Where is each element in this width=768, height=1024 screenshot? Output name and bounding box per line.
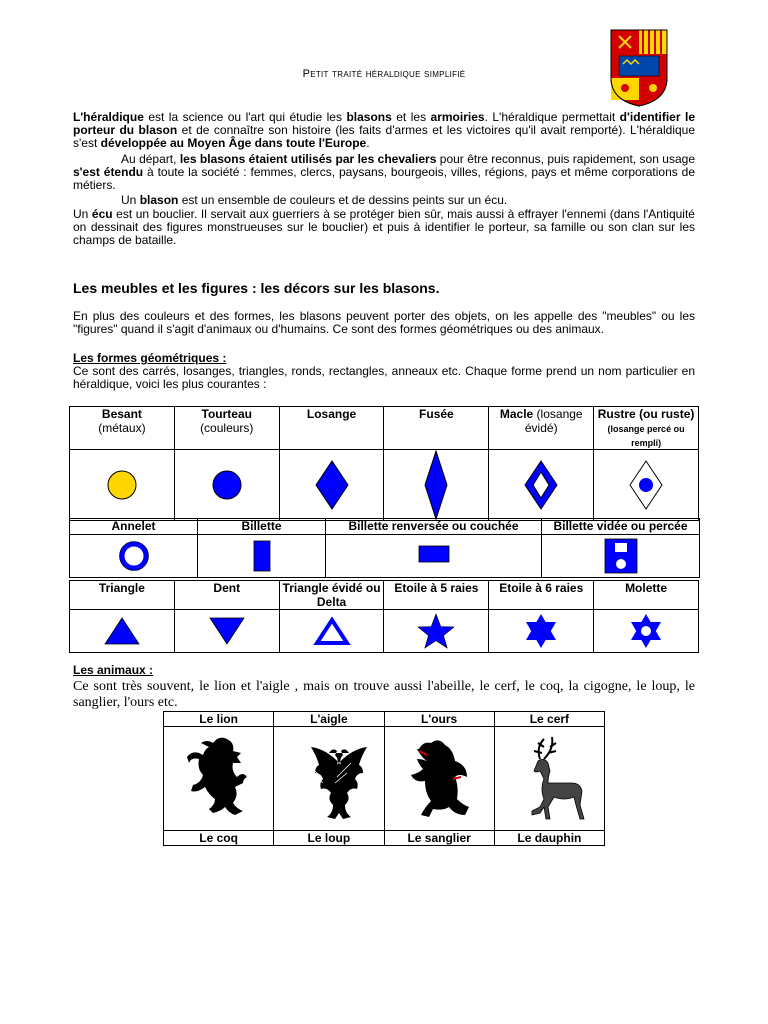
animals-table	[163, 711, 605, 846]
billette-cell	[198, 535, 326, 578]
dent-cell	[174, 610, 279, 653]
fusee-shape	[421, 450, 451, 520]
section-heading: Les meubles et les figures : les décors sur les blasons.	[73, 280, 440, 296]
macle-shape	[521, 459, 561, 511]
triangle-cell	[70, 610, 175, 653]
shape-label-triangle: Triangle	[70, 581, 175, 610]
animal-label-loup: Le loup	[274, 831, 384, 846]
billette-videe-cell	[542, 535, 700, 578]
rustre-cell	[594, 450, 699, 521]
annelet-shape	[117, 539, 151, 573]
animal-label-aigle: L'aigle	[274, 712, 384, 727]
molette-cell	[594, 610, 699, 653]
shape-label-molette: Molette	[594, 581, 699, 610]
coat-of-arms-image	[609, 28, 669, 108]
billette-shape	[252, 539, 272, 573]
animals-heading: Les animaux :	[73, 663, 154, 677]
ours-cell	[384, 727, 494, 831]
star-5-shape	[416, 613, 456, 649]
besant-cell	[70, 450, 175, 521]
shape-label-macle: Macle (losange évidé)	[489, 407, 594, 450]
eagle-image	[287, 733, 371, 825]
molette-shape	[626, 612, 666, 650]
shape-label-delta: Triangle évidé ou Delta	[279, 581, 384, 610]
shape-label-tourteau: Tourteau (couleurs)	[174, 407, 279, 450]
besant-shape	[102, 465, 142, 505]
shape-label-billette: Billette	[198, 519, 326, 535]
shapes-table-row1	[69, 406, 699, 521]
shape-label-fusee: Fusée	[384, 407, 489, 450]
etoile-5-cell	[384, 610, 489, 653]
shape-label-dent: Dent	[174, 581, 279, 610]
document-title: Petit traité héraldique simplifié	[302, 68, 466, 80]
animal-label-ours: L'ours	[384, 712, 494, 727]
intro-paragraph-4: Un écu est un bouclier. Il servait aux guerriers à se protéger bien sûr, mais aussi à effrayer l'ennemi (dans l'Antiquité on dessinait des figures monstrueuses sur le bouclier) et puis à identifier le porteur, sa famille ou son clan sur les champs de bataille.	[73, 207, 695, 247]
cerf-cell	[494, 727, 604, 831]
tourteau-shape	[207, 465, 247, 505]
animal-label-lion: Le lion	[164, 712, 274, 727]
triangle-shape	[102, 615, 142, 647]
shape-label-etoile-5: Etoile à 5 raies	[384, 581, 489, 610]
shapes-table-row3	[69, 580, 699, 653]
shape-label-losange: Losange	[279, 407, 384, 450]
fusee-cell	[384, 450, 489, 521]
shape-label-billette-videe: Billette vidée ou percée	[542, 519, 700, 535]
lion-cell	[164, 727, 274, 831]
shapes-table-row2	[69, 518, 700, 578]
animals-text: Ce sont très souvent, le lion et l'aigle , mais on trouve aussi l'abeille, le cerf, le coq, la cigogne, le loup, le sanglier, l'ours etc.	[73, 679, 695, 710]
lion-image	[179, 733, 259, 825]
animal-label-cerf: Le cerf	[494, 712, 604, 727]
animal-label-sanglier: Le sanglier	[384, 831, 494, 846]
aigle-cell	[274, 727, 384, 831]
billette-couchee-cell	[326, 535, 542, 578]
tourteau-cell	[174, 450, 279, 521]
star-6-shape	[521, 612, 561, 650]
bear-image	[397, 733, 481, 825]
losange-shape	[312, 459, 352, 511]
shape-label-annelet: Annelet	[70, 519, 198, 535]
shape-label-rustre: Rustre (ou ruste) (losange percé ou rempli)	[594, 407, 699, 450]
geometric-shapes-text: Ce sont des carrés, losanges, triangles, ronds, rectangles, anneaux etc. Chaque forme prend un nom particulier en héraldique, voici les plus courantes :	[73, 364, 695, 391]
intro-paragraph-3: Un blason est un ensemble de couleurs et de dessins peints sur un écu.	[121, 193, 508, 207]
stag-image	[504, 733, 594, 825]
macle-cell	[489, 450, 594, 521]
delta-shape	[312, 615, 352, 647]
losange-cell	[279, 450, 384, 521]
section-paragraph: En plus des couleurs et des formes, les blasons peuvent porter des objets, on les appelle des "meubles" ou les "figures" quand il s'agit d'animaux ou d'humains. Ce sont des formes géométriques ou des animaux.	[73, 309, 695, 336]
shape-label-billette-couchee: Billette renversée ou couchée	[326, 519, 542, 535]
shape-label-etoile-6: Etoile à 6 raies	[489, 581, 594, 610]
etoile-6-cell	[489, 610, 594, 653]
dent-shape	[207, 615, 247, 647]
annelet-cell	[70, 535, 198, 578]
rustre-shape	[626, 459, 666, 511]
billette-videe-shape	[603, 537, 639, 575]
geometric-shapes-heading: Les formes géométriques :	[73, 351, 227, 365]
animal-label-dauphin: Le dauphin	[494, 831, 604, 846]
shape-label-besant: Besant (métaux)	[70, 407, 175, 450]
animal-label-coq: Le coq	[164, 831, 274, 846]
billette-couchee-shape	[417, 544, 451, 568]
intro-paragraph-1: L'héraldique est la science ou l'art qui étudie les blasons et les armoiries. L'héraldique permettait d'identifier le porteur du blason et de connaître son histoire (les faits d'armes et les victoires qu'il avait remporté). L'héraldique s'est développée au Moyen Âge dans toute l'Europe.	[73, 110, 696, 150]
intro-paragraph-2: Au départ, les blasons étaient utilisés par les chevaliers pour être reconnus, puis rapidement, son usage s'est étendu à toute la société : femmes, clercs, paysans, bourgeois, villes, régions, pays et même corporations de métiers.	[73, 152, 695, 192]
delta-cell	[279, 610, 384, 653]
